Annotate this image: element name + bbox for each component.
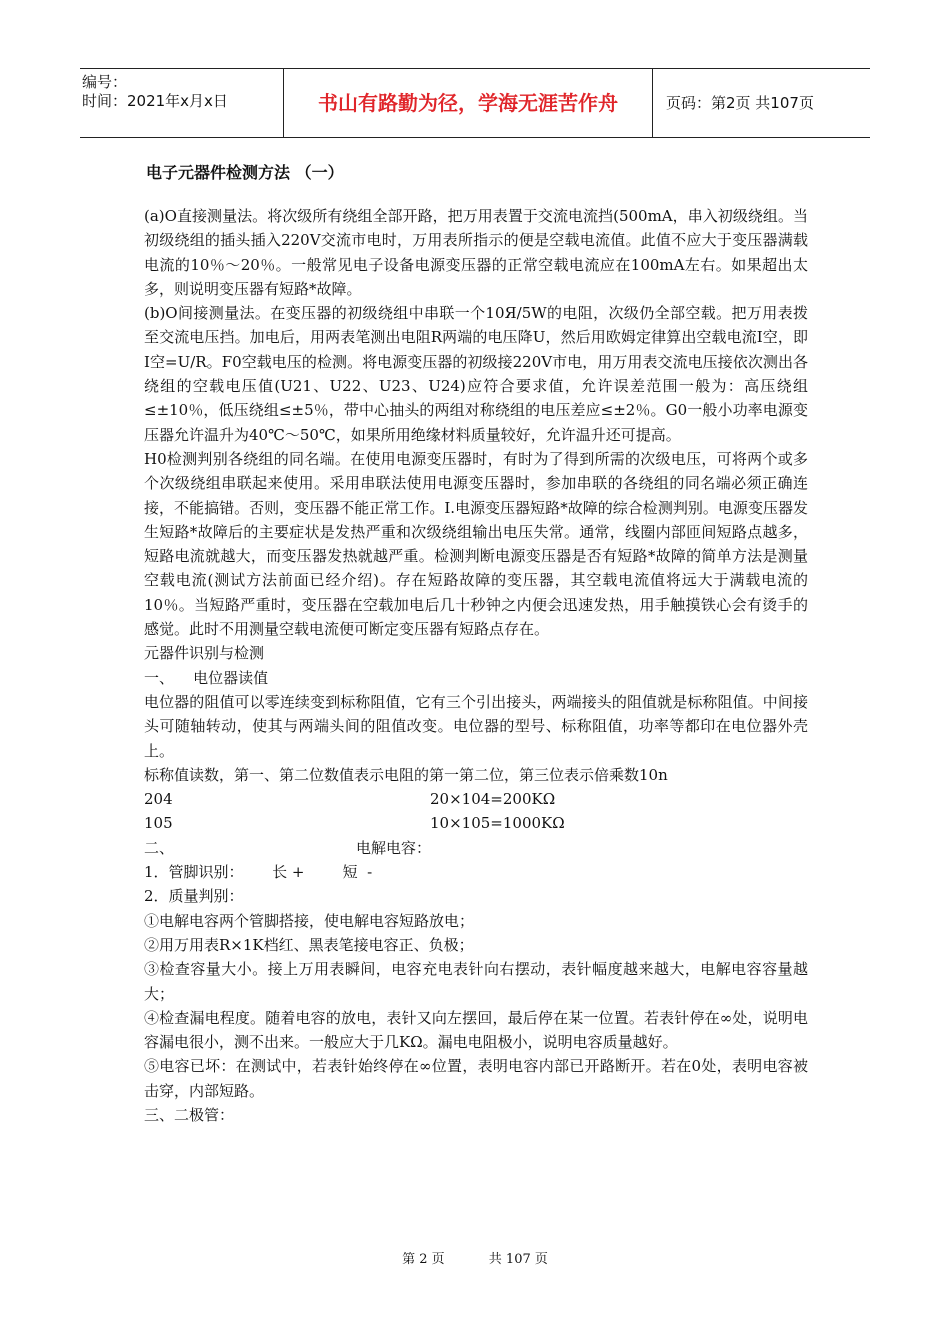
section-heading: 三、二极管： [144, 1105, 235, 1124]
footer-page-number: 第 2 页 [402, 1252, 445, 1267]
example-code: 105 [144, 814, 173, 833]
example-row [144, 811, 808, 835]
date-label: 时间：2021年x月x日 [82, 92, 228, 110]
section-heading [144, 836, 808, 860]
serial-label: 编号： [82, 73, 128, 91]
document-body [144, 204, 808, 1127]
paragraph: ②用万用表R×1K档红、黑表笔接电容正、负极； [144, 935, 474, 954]
example-calc: 10×105=1000KΩ [430, 814, 565, 833]
paragraph: H0检测判别各绕组的同名端。在使用电源变压器时，有时为了得到所需的次级电压，可将两个或多个次级绕组串联起来使用。采用串联法使用电源变压器时，参加串联的各绕组的同名端必须正确连接，不能搞错。否则，变压器不能正常工作。I.电源变压器短路*故障的综合检测判别。电源变压器发生短路*故障后的主要症状是发热严重和次级绕组输出电压失常。通常，线圈内部匝间短路点越多，短路电流就越大，而变压器发热就越严重。检测判断电源变压器是否有短路*故障的简单方法是测量空载电流(测试方法前面已经介绍)。存在短路故障的变压器，其空载电流值将远大于满载电流的10％。当短路严重时，变压器在空载加电后几十秒钟之内便会迅速发热，用手触摸铁心会有烫手的感觉。此时不用测量空载电流便可断定变压器有短路点存在。 [144, 449, 808, 639]
footer-page-total: 共 107 页 [488, 1252, 548, 1267]
paragraph: ④检查漏电程度。随着电容的放电，表针又向左摆回，最后停在某一位置。若表针停在∞处，说明电容漏电很小，测不出来。一般应大于几KΩ。漏电电阻极小，说明电容质量越好。 [144, 1008, 808, 1052]
page-header [80, 68, 870, 138]
paragraph: (a)O直接测量法。将次级所有绕组全部开路，把万用表置于交流电流挡(500mA，串入初级绕组。当初级绕组的插头插入220V交流市电时，万用表所指示的便是空载电流值。此值不应大于变压器满载电流的10％～20％。一般常见电子设备电源变压器的正常空载电流应在100mA左右。如果超出太多，则说明变压器有短路*故障。 [144, 207, 808, 298]
paragraph: 电位器的阻值可以零连续变到标称阻值，它有三个引出接头，两端接头的阻值就是标称阻值。中间接头可随轴转动，使其与两端头间的阻值改变。电位器的型号、标称阻值，功率等都印在电位器外壳上。 [144, 692, 808, 760]
paragraph: ③检查容量大小。接上万用表瞬间，电容充电表针向右摆动，表针幅度越来越大，电解电容容量越大； [144, 960, 808, 1003]
document-title: 电子元器件检测方法 （一） [146, 163, 344, 182]
paragraph: 1．管脚识别： 长 + 短 - [144, 863, 373, 882]
paragraph: 标称值读数，第一、第二位数值表示电阻的第一第二位，第三位表示倍乘数10n [144, 765, 668, 784]
example-code: 204 [144, 790, 173, 809]
header-page-info: 页码：第2页 共107页 [666, 94, 814, 112]
paragraph: (b)O间接测量法。在变压器的初级绕组中串联一个10Я/5W的电阻，次级仍全部空载。把万用表拨至交流电压挡。加电后，用两表笔测出电阻R两端的电压降U，然后用欧姆定律算出空载电流I空，即I空=U/R。F0空载电压的检测。将电源变压器的初级接220V市电，用万用表交流电压接依次测出各绕组的空载电压值(U21、U22、U23、U24)应符合要求值，允许误差范围一般为：高压绕组≤±10％，低压绕组≤±5％，带中心抽头的两组对称绕组的电压差应≤±2％。G0一般小功率电源变压器允许温升为40℃～50℃，如果所用绝缘材料质量较好，允许温升还可提高。 [144, 304, 808, 444]
section-heading: 一、 电位器读值 [144, 668, 269, 687]
paragraph: ⑤电容已坏：在测试中，若表针始终停在∞位置，表明电容内部已开路断开。若在0处，表明电容被击穿，内部短路。 [144, 1057, 808, 1100]
section-number: 二、 [144, 838, 175, 857]
header-meta [82, 73, 228, 111]
header-motto: 书山有路勤为径，学海无涯苦作舟 [318, 91, 618, 115]
paragraph: 2．质量判别： [144, 887, 244, 906]
page-footer [0, 1248, 950, 1267]
header-divider [652, 69, 653, 137]
example-calc: 20×104=200KΩ [430, 790, 556, 809]
section-name: 电解电容： [356, 838, 432, 857]
section-heading: 元器件识别与检测 [144, 644, 265, 663]
example-row [144, 787, 808, 811]
paragraph: ①电解电容两个管脚搭接，使电解电容短路放电； [144, 911, 475, 930]
